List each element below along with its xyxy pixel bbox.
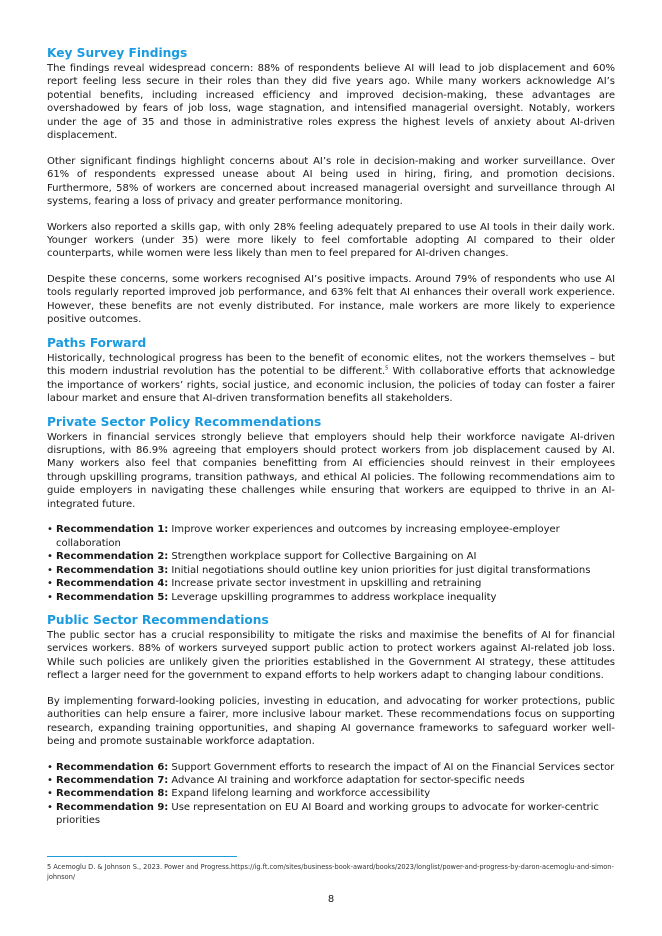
- heading-public-sector: Public Sector Recommendations: [47, 612, 269, 627]
- list-item: • Recommendation 8: Expand lifelong learning and workforce accessibility: [47, 788, 431, 800]
- text: Historically, technological progress has been to the benefit of economic elites, not the workers themselves – but this modern industrial revolution has the potential to be different.: [47, 352, 615, 378]
- list-item: • Recommendation 9: Use representation on EU AI Board and working groups to advocate for worker-centric priorities: [47, 801, 599, 827]
- private-recommendations-list: [47, 523, 615, 604]
- page-content: [47, 46, 615, 828]
- list-item: • Recommendation 4: Increase private sector investment in upskilling and retraining: [47, 578, 482, 590]
- heading-key-survey-findings: Key Survey Findings: [47, 46, 188, 60]
- list-item: • Recommendation 2: Strengthen workplace support for Collective Bargaining on AI: [47, 551, 477, 563]
- footnote[interactable]: 5 Acemoglu D. & Johnson S., 2023. Power and Progress.https://ig.ft.com/sites/business-book-award/books/2023/longlist/power-and-progress-by-daron-acemoglu-and-simon-johnson/: [47, 863, 614, 881]
- paragraph: Workers also reported a skills gap, with only 28% feeling adequately prepared to use AI tools in their daily work. Younger workers (under 35) were more likely to feel comfortable adopting AI compared to their older counterparts, while women were less likely than men to feel prepared for AI-driven changes.: [47, 221, 615, 260]
- paragraph: By implementing forward-looking policies, investing in education, and advocating for worker protections, public authorities can help ensure a fairer, more inclusive labour market. These recommendations focus on supporting research, expanding training opportunities, and shaping AI governance frameworks to safeguard worker well-being and promote sustainable workforce adaptation.: [47, 695, 615, 748]
- paragraph: Despite these concerns, some workers recognised AI’s positive impacts. Around 79% of respondents who use AI tools regularly reported improved job performance, and 63% felt that AI enhances their overall work experience. However, these benefits are not evenly distributed. For instance, male workers are more likely to experience positive outcomes.: [47, 273, 615, 326]
- footnote-reference[interactable]: 5: [385, 365, 389, 372]
- paragraph: Other significant findings highlight concerns about AI’s role in decision-making and worker surveillance. Over 61% of respondents expressed unease about AI being used in hiring, firing, and promotion decisions. Furthermore, 58% of workers are concerned about increased managerial oversight and surveillance through AI systems, fearing a loss of privacy and greater performance monitoring.: [47, 155, 615, 208]
- page-number: 8: [327, 894, 335, 905]
- list-item: • Recommendation 6: Support Government efforts to research the impact of AI on the Financial Services sector: [47, 761, 615, 773]
- list-item: • Recommendation 7: Advance AI training and workforce adaptation for sector-specific needs: [47, 775, 525, 787]
- list-item: • Recommendation 1: Improve worker experiences and outcomes by increasing employee-employer collaboration: [47, 524, 560, 549]
- paragraph: The findings reveal widespread concern: 88% of respondents believe AI will lead to job displacement and 60% report feeling less secure in their roles than they did five years ago. While many workers acknowledge AI’s potential benefits, including increased efficiency and improved decision-making, these advantages are overshadowed by fears of job loss, wage stagnation, and intensified managerial oversight. Notably, workers under the age of 35 and those in administrative roles express the highest levels of anxiety about AI-driven displacement.: [47, 63, 615, 142]
- list-item: • Recommendation 3: Initial negotiations should outline key union priorities for just digital transformations: [47, 564, 591, 576]
- heading-private-sector: Private Sector Policy Recommendations: [47, 414, 322, 429]
- list-item: • Recommendation 5: Leverage upskilling programmes to address workplace inequality: [47, 591, 497, 603]
- paragraph: The public sector has a crucial responsibility to mitigate the risks and maximise the benefits of AI for financial services workers. 88% of workers surveyed support public action to protect workers against AI-related job loss. While such policies are unlikely given the priorities established in the Government AI strategy, these attitudes reflect a larger need for the government to expand efforts to help workers adapt to changing labour conditions.: [47, 629, 615, 682]
- paragraph: Workers in financial services strongly believe that employers should help their workforce navigate AI-driven disruptions, with 86.9% agreeing that employers should protect workers from job displacement caused by AI. Many workers also feel that companies benefitting from AI efficiencies should reinvest in their employees through upskilling programs, transition pathways, and ethical AI policies. The following recommendations aim to guide employers in navigating these challenges while ensuring that workers are equipped to thrive in an AI-integrated future.: [47, 431, 615, 510]
- text: With collaborative efforts that acknowledge the importance of workers’ rights, social justice, and economic inclusion, the policies of today can foster a fairer labour market and ensure that AI-driven transformation benefits all stakeholders.: [47, 366, 615, 405]
- heading-paths-forward: Paths Forward: [47, 335, 147, 350]
- footnote-divider: [47, 856, 237, 857]
- paragraph-paths-forward: [47, 352, 615, 406]
- public-recommendations-list: [47, 761, 615, 828]
